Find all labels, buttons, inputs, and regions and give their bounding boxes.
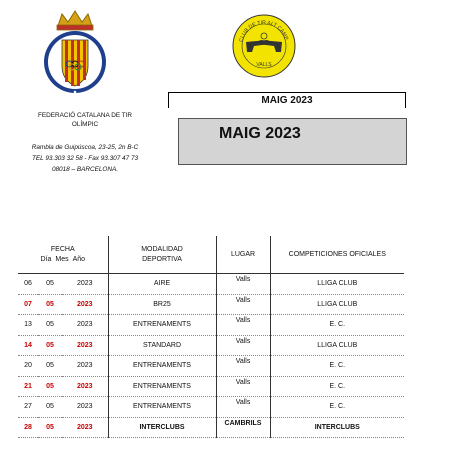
month-header-big <box>178 118 407 165</box>
table-row <box>18 376 404 397</box>
table-row <box>18 417 404 438</box>
cell-competicion: LLIGA CLUB <box>270 335 404 356</box>
header-competiciones <box>270 236 404 274</box>
header-lugar <box>216 236 270 274</box>
cell-dia: 14 <box>18 335 38 356</box>
federation-address: Rambla de Guipúscoa, 23-25, 2n B-C <box>31 144 139 151</box>
cell-dia: 07 <box>18 294 38 315</box>
header-lugar-label: LUGAR <box>230 250 256 258</box>
cell-modalidad: ENTRENAMENTS <box>108 315 216 336</box>
cell-dia: 20 <box>18 356 38 377</box>
cell-lugar: Valls <box>216 294 270 315</box>
month-small-label: MAIG 2023 <box>261 95 313 106</box>
cell-mes: 05 <box>38 397 62 418</box>
cell-lugar: Valls <box>216 356 270 377</box>
cell-mes: 05 <box>38 315 62 336</box>
cell-lugar: Valls <box>216 397 270 418</box>
cell-ano: 2023 <box>62 315 108 336</box>
cell-modalidad: ENTRENAMENTS <box>108 356 216 377</box>
cell-competicion: E. C. <box>270 397 404 418</box>
table-row <box>18 315 404 336</box>
cell-modalidad: BR25 <box>108 294 216 315</box>
cell-lugar: Valls <box>216 376 270 397</box>
federation-phone-fax: TEL 93.303 32 58 - Fax 93.307 47 73 <box>31 155 139 162</box>
month-header-small <box>168 92 406 108</box>
cell-mes: 05 <box>38 294 62 315</box>
cell-ano: 2023 <box>62 274 108 295</box>
table-header-row <box>18 236 404 274</box>
cell-mes: 05 <box>38 417 62 438</box>
cell-mes: 05 <box>38 356 62 377</box>
table-row <box>18 335 404 356</box>
cell-competicion: LLIGA CLUB <box>270 274 404 295</box>
table-row <box>18 397 404 418</box>
cell-ano: 2023 <box>62 376 108 397</box>
svg-text:CLUB DE TIR ALT CAMP: CLUB DE TIR ALT CAMP <box>238 19 290 43</box>
cell-competicion: LLIGA CLUB <box>270 294 404 315</box>
header-ano: Año <box>72 255 86 263</box>
cell-ano: 2023 <box>62 397 108 418</box>
cell-ano: 2023 <box>62 417 108 438</box>
cell-ano: 2023 <box>62 294 108 315</box>
svg-text:VALLS: VALLS <box>256 62 272 68</box>
cell-competicion: E. C. <box>270 376 404 397</box>
federation-name-line2: OLÍMPIC <box>71 121 99 128</box>
header-modalidad-l1: MODALIDAD <box>141 245 183 253</box>
header-competiciones-label: COMPETICIONES OFICIALES <box>288 250 386 258</box>
table-row <box>18 274 404 295</box>
cell-lugar: Valls <box>216 274 270 295</box>
header-modalidad <box>108 236 216 274</box>
header-fecha <box>18 236 108 274</box>
schedule-table <box>18 236 404 438</box>
cell-mes: 05 <box>38 274 62 295</box>
cell-competicion: E. C. <box>270 315 404 336</box>
cell-modalidad: ENTRENAMENTS <box>108 397 216 418</box>
cell-ano: 2023 <box>62 356 108 377</box>
table-row <box>18 356 404 377</box>
month-big-label: MAIG 2023 <box>219 125 301 142</box>
federation-name-line1: FEDERACIÓ CATALANA DE TIR <box>37 112 133 119</box>
cell-ano: 2023 <box>62 335 108 356</box>
cell-modalidad: AIRE <box>108 274 216 295</box>
cell-modalidad: STANDARD <box>108 335 216 356</box>
cell-dia: 13 <box>18 315 38 336</box>
cell-lugar: Valls <box>216 335 270 356</box>
header-fecha-label: FECHA <box>50 245 75 253</box>
cell-mes: 05 <box>38 335 62 356</box>
cell-modalidad: ENTRENAMENTS <box>108 376 216 397</box>
cell-competicion: INTERCLUBS <box>270 417 404 438</box>
header-modalidad-l2: DEPORTIVA <box>142 255 182 263</box>
federation-city: 08018 – BARCELONA. <box>51 166 119 173</box>
cell-dia: 21 <box>18 376 38 397</box>
cell-dia: 06 <box>18 274 38 295</box>
cell-mes: 05 <box>38 376 62 397</box>
cell-lugar: CAMBRILS <box>216 417 270 438</box>
club-tir-alt-camp-logo <box>232 14 296 78</box>
federation-crest-logo <box>40 8 110 98</box>
cell-competicion: E. C. <box>270 356 404 377</box>
cell-dia: 28 <box>18 417 38 438</box>
table-row <box>18 294 404 315</box>
header-dia: Día <box>40 255 52 263</box>
cell-lugar: Valls <box>216 315 270 336</box>
cell-dia: 27 <box>18 397 38 418</box>
cell-modalidad: INTERCLUBS <box>108 417 216 438</box>
header-mes: Mes <box>55 255 69 263</box>
